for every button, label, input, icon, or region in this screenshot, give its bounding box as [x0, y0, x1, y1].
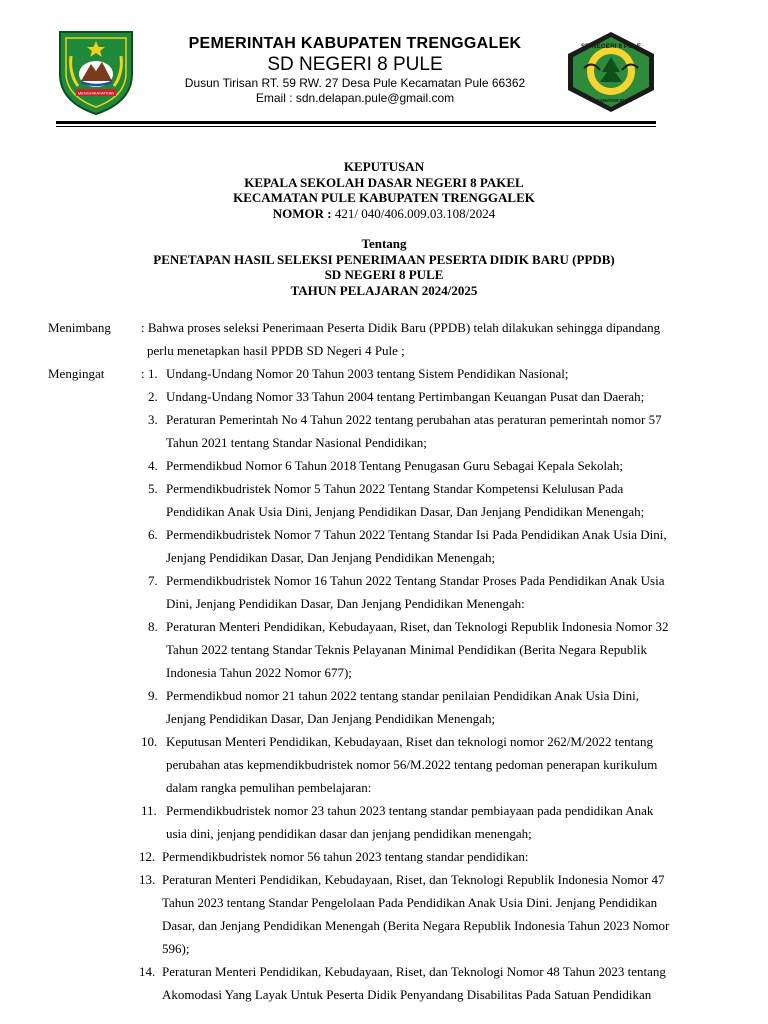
mengingat-item-text: Akomodasi Yang Layak Untuk Peserta Didik Penyandang Disabilitas Pada Satuan Pendidikan — [162, 987, 652, 1002]
mengingat-item-text: Peraturan Menteri Pendidikan, Kebudayaan, Riset, dan Teknologi Republik Indonesia Nomor 32 — [166, 619, 669, 634]
nomor-value: 421/ 040/406.009.03.108/2024 — [331, 205, 496, 221]
school-emblem-icon — [564, 30, 658, 114]
letterhead-divider-thin — [56, 126, 656, 127]
school-name: SD NEGERI 8 PULE — [267, 54, 443, 75]
mengingat-item-number: 3. — [148, 412, 158, 427]
menimbang-label: Menimbang — [48, 320, 111, 335]
mengingat-item-text: 596); — [162, 941, 190, 956]
menimbang-line-1: : Bahwa proses seleksi Penerimaan Peserta Didik Baru (PPDB) telah dilakukan sehingga dipandang — [141, 320, 661, 335]
subject-line-1: PENETAPAN HASIL SELEKSI PENERIMAAN PESERTA DIDIK BARU (PPDB) — [153, 251, 615, 267]
mengingat-item-text: usia dini, jenjang pendidikan dasar dan jenjang pendidikan menengah; — [166, 826, 532, 841]
mengingat-item — [48, 730, 720, 799]
trenggalek-regency-emblem-icon — [56, 26, 136, 116]
mengingat-item-number: 2. — [148, 389, 158, 404]
right-logo-bottom-text: KECAMATAN PULE — [590, 98, 632, 103]
subject-line-3: TAHUN PELAJARAN 2024/2025 — [290, 282, 478, 298]
mengingat-item-number: 5. — [148, 481, 158, 496]
mengingat-item-number: 6. — [148, 527, 158, 542]
mengingat-item-text: Permendikbud nomor 21 tahun 2022 tentang standar penilaian Pendidikan Anak Usia Dini, — [166, 688, 639, 703]
mengingat-item-text: Tahun 2022 tentang Standar Teknis Pelayanan Minimal Pendidikan (Berita Negara Republik — [166, 642, 647, 657]
mengingat-item — [48, 385, 720, 408]
mengingat-item-number: 7. — [148, 573, 158, 588]
mengingat-item — [48, 960, 720, 1006]
mengingat-list — [48, 362, 720, 1006]
subject-heading — [0, 236, 768, 298]
mengingat-item — [48, 408, 720, 454]
mengingat-item — [48, 362, 720, 385]
nomor-label: NOMOR : — [272, 205, 332, 221]
mengingat-item — [48, 523, 720, 569]
menimbang-section — [48, 316, 720, 362]
subject-line-2: SD NEGERI 8 PULE — [324, 267, 444, 282]
mengingat-item-text: Permendikbudristek Nomor 5 Tahun 2022 Tentang Standar Kompetensi Kelulusan Pada — [166, 481, 624, 496]
mengingat-item-text: Undang-Undang Nomor 33 Tahun 2004 tentang Pertimbangan Keuangan Pusat dan Daerah; — [166, 389, 645, 404]
mengingat-item-text: Permendikbudristek Nomor 7 Tahun 2022 Tentang Standar Isi Pada Pendidikan Anak Usia Dini, — [166, 527, 667, 542]
mengingat-item-number: 4. — [148, 458, 158, 473]
mengingat-item-text: Jenjang Pendidikan Dasar, Dan Jenjang Pendidikan Menengah; — [166, 550, 496, 565]
mengingat-item-number: 14. — [139, 964, 156, 979]
mengingat-item — [48, 477, 720, 523]
mengingat-item-text: perubahan atas kepmendikbudristek nomor 56/M.2022 tentang pedoman penerapan kurikulum — [166, 757, 658, 772]
mengingat-item-text: Dini, Jenjang Pendidikan Dasar, Dan Jenjang Pendidikan Menengah: — [166, 596, 525, 611]
mengingat-section — [48, 362, 720, 1006]
decision-heading — [0, 159, 768, 221]
letterhead — [0, 0, 768, 130]
mengingat-item-number: 8. — [148, 619, 158, 634]
mengingat-item-text: Permendikbudristek nomor 56 tahun 2023 tentang standar pendidikan: — [162, 849, 529, 864]
mengingat-item — [48, 454, 720, 477]
mengingat-item-number: 1. — [148, 366, 158, 381]
left-logo-ribbon: MENGHIKAYATKAN — [77, 90, 115, 96]
right-logo-top-text: SD NEGERI 8 PULE — [580, 43, 642, 50]
letterhead-divider-thick — [56, 121, 656, 124]
mengingat-item-text: Jenjang Pendidikan Dasar, Dan Jenjang Pendidikan Menengah; — [166, 711, 496, 726]
school-address: Dusun Tirisan RT. 59 RW. 27 Desa Pule Kecamatan Pule 66362 — [184, 76, 526, 90]
mengingat-item-text: Permendikbudristek Nomor 16 Tahun 2022 Tentang Standar Proses Pada Pendidikan Anak Usia — [166, 573, 665, 588]
mengingat-item-text: Peraturan Menteri Pendidikan, Kebudayaan, Riset, dan Teknologi Nomor 48 Tahun 2023 tentang — [162, 964, 666, 979]
mengingat-item-text: Peraturan Pemerintah No 4 Tahun 2022 tentang perubahan atas peraturan pemerintah nomor 57 — [166, 412, 662, 427]
mengingat-item-number: 12. — [139, 849, 156, 864]
mengingat-item-text: Undang-Undang Nomor 20 Tahun 2003 tentang Sistem Pendidikan Nasional; — [166, 366, 569, 381]
subject-about: Tentang — [361, 236, 407, 251]
mengingat-item-number: 9. — [148, 688, 158, 703]
decision-number — [0, 206, 768, 222]
mengingat-item-number: 11. — [141, 803, 157, 818]
mengingat-item-text: Pendidikan Anak Usia Dini, Jenjang Pendidikan Dasar, Dan Jenjang Pendidikan Menengah; — [166, 504, 645, 519]
mengingat-item — [48, 569, 720, 615]
mengingat-item-text: Dasar, dan Jenjang Pendidikan Menengah (Berita Negara Republik Indonesia Tahun 2023 Nomor — [162, 918, 670, 933]
mengingat-colon: : — [141, 366, 145, 381]
mengingat-item-text: Keputusan Menteri Pendidikan, Kebudayaan, Riset dan teknologi nomor 262/M/2022 tentang — [166, 734, 654, 749]
mengingat-item-text: Indonesia Tahun 2022 Nomor 677); — [166, 665, 352, 680]
mengingat-item — [48, 799, 720, 845]
decision-line-2: KEPALA SEKOLAH DASAR NEGERI 8 PAKEL — [244, 174, 524, 190]
mengingat-item-text: Peraturan Menteri Pendidikan, Kebudayaan, Riset, dan Teknologi Republik Indonesia Nomor 47 — [162, 872, 665, 887]
mengingat-item-number: 10. — [141, 734, 158, 749]
mengingat-label: Mengingat — [48, 366, 105, 381]
mengingat-item — [48, 684, 720, 730]
mengingat-item-number: 13. — [139, 872, 156, 887]
school-email: Email : sdn.delapan.pule@gmail.com — [255, 91, 455, 105]
mengingat-item — [48, 868, 720, 960]
mengingat-item — [48, 845, 720, 868]
government-name: PEMERINTAH KABUPATEN TRENGGALEK — [188, 35, 522, 52]
mengingat-item — [48, 615, 720, 684]
mengingat-item-text: dalam rangka pemulihan pembelajaran: — [166, 780, 372, 795]
mengingat-item-text: Tahun 2021 tentang Standar Nasional Pendidikan; — [166, 435, 427, 450]
mengingat-item-text: Permendikbud Nomor 6 Tahun 2018 Tentang Penugasan Guru Sebagai Kepala Sekolah; — [166, 458, 623, 473]
decision-line-3: KECAMATAN PULE KABUPATEN TRENGGALEK — [233, 190, 535, 205]
letterhead-text — [150, 34, 560, 106]
mengingat-item-text: Tahun 2023 tentang Standar Pengelolaan Pada Pendidikan Anak Usia Dini. Jenjang Pendidikan — [162, 895, 658, 910]
document-body — [48, 316, 720, 1006]
mengingat-item-text: Permendikbudristek nomor 23 tahun 2023 tentang standar pembiayaan pada pendidikan Anak — [166, 803, 654, 818]
menimbang-line-2: perlu menetapkan hasil PPDB SD Negeri 4 Pule ; — [147, 343, 405, 358]
decision-title: KEPUTUSAN — [343, 159, 425, 174]
